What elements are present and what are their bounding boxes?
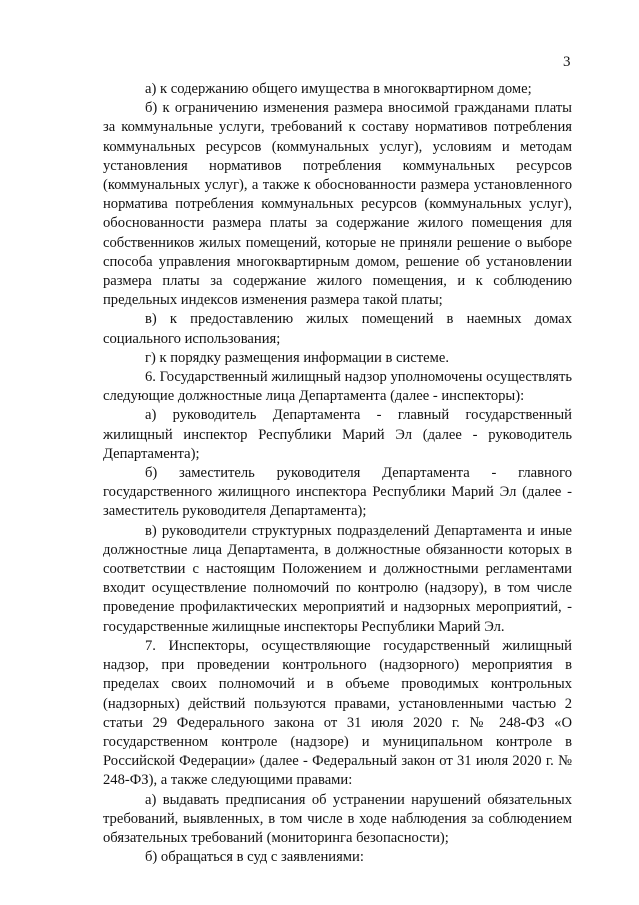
paragraph-a-common-property: а) к содержанию общего имущества в многоквартирном доме; — [145, 81, 532, 97]
paragraph-7b-court: б) обращаться в суд с заявлениями: — [145, 849, 364, 866]
paragraph-7-inspectors-rights: 7. Инспекторы, осуществляющие государственный жилищный надзор, при проведении контрольного (надзорного) мероприятия в пределах своих полномочий и в объеме проводимых контрольных (надзорных) действий пользуются правами, установленными частью 2 статьи 29 Федерального закона от 31 июля 2020 г. № 248-ФЗ «О государственном контроле (надзоре) и муниципальном контроле в Российской Федерации» (далее - Федеральный закон от 31 июля 2020 г. № 248-ФЗ), а также следующими правами: — [103, 637, 572, 789]
document-body — [103, 80, 572, 867]
paragraph-6a-head: а) руководитель Департамента - главный государственный жилищный инспектор Республики Марий Эл (далее - руководитель Департамента); — [103, 407, 572, 462]
page-number: 3 — [563, 54, 571, 70]
paragraph-6-officials: 6. Государственный жилищный надзор уполномочены осуществлять следующие должностные лица Департамента (далее - инспекторы): — [103, 369, 572, 405]
paragraph-6b-deputy: б) заместитель руководителя Департамента - главного государственного жилищного инспектора Республики Марий Эл (далее - заместитель руководителя Департамента); — [103, 465, 572, 520]
paragraph-v-housing-provision: в) к предоставлению жилых помещений в наемных домах социального использования; — [103, 311, 572, 347]
paragraph-6v-division-heads: в) руководители структурных подразделений Департамента и иные должностные лица Департамента, в должностные обязанности которых в соответствии с настоящим Положением и должностными регламентами входит осуществление полномочий по контролю (надзору), в том числе проведение профилактических мероприятий и надзорных мероприятий, - государственные жилищные инспекторы Республики Марий Эл. — [103, 522, 572, 635]
paragraph-b-utility-payments: б) к ограничению изменения размера вносимой гражданами платы за коммунальные услуги, требований к составу нормативов потребления коммунальных ресурсов (коммунальных услуг), условиям и методам установления нормативов потребления коммунальных ресурсов (коммунальных услуг), а также к обоснованности размера установленного норматива потребления коммунальных ресурсов (коммунальных услуг), обоснованности размера платы за содержание жилого помещения для собственников жилых помещений, которые не приняли решение о выборе способа управления многоквартирным домом, решение об установлении размера платы за содержание жилого помещения, и к соблюдению предельных индексов изменения размера такой платы; — [103, 100, 572, 309]
paragraph-g-information-placement: г) к порядку размещения информации в системе. — [145, 349, 450, 366]
paragraph-7a-orders: а) выдавать предписания об устранении нарушений обязательных требований, выявленных, в том числе в ходе наблюдения за соблюдением обязательных требований (мониторинга безопасности); — [103, 791, 572, 846]
